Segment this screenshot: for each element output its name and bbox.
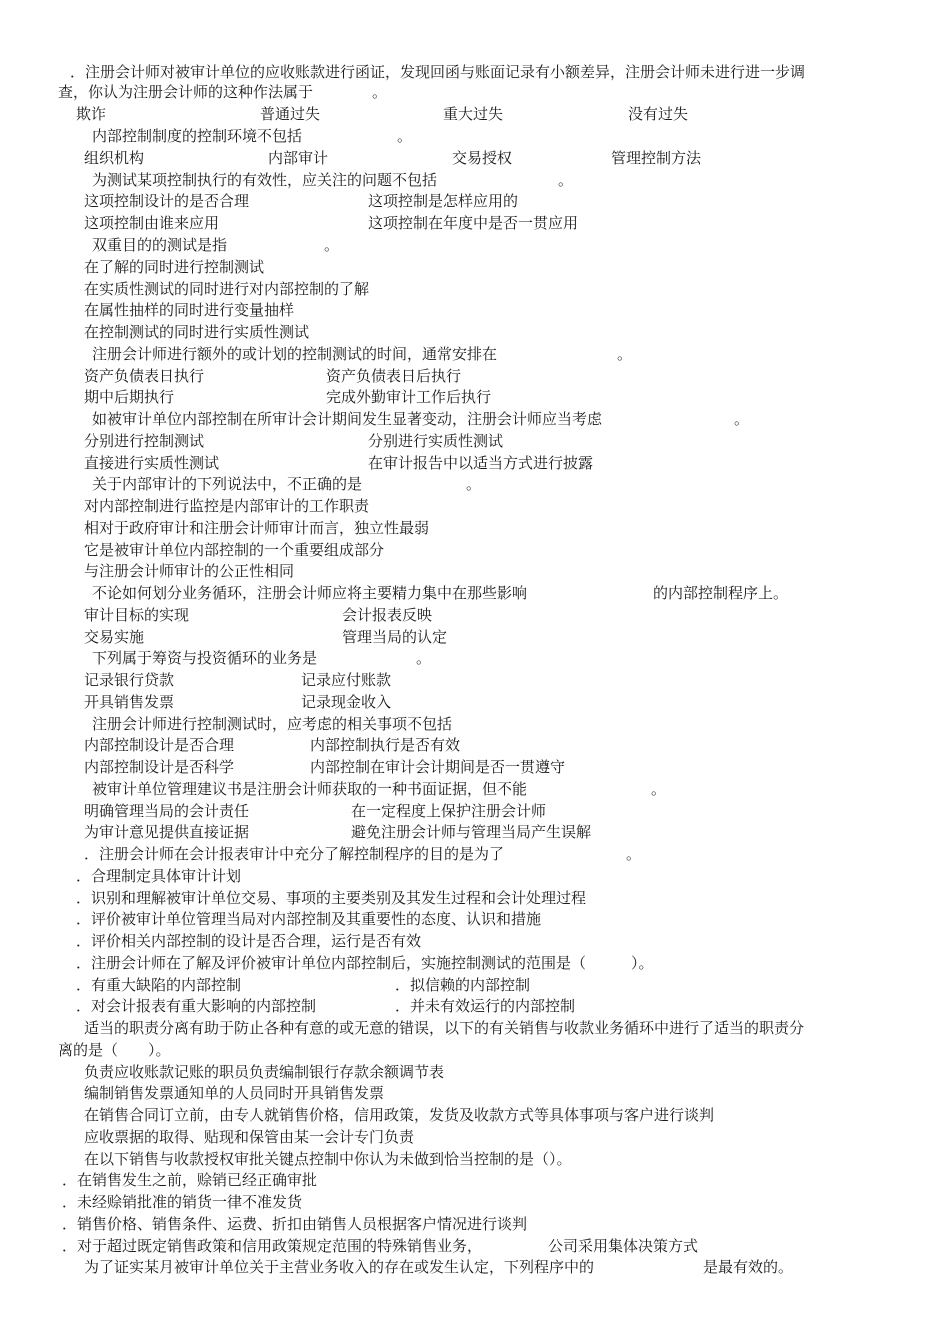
text-line: 应收票据的取得、贴现和保管由某一会计专门负责 — [84, 1128, 415, 1146]
text-line: 。 — [324, 236, 340, 254]
text-line: 这项控制由谁来应用 — [84, 214, 220, 232]
text-line: 不论如何划分业务循环，注册会计师应将主要精力集中在那些影响 — [92, 584, 528, 602]
text-line: 为测试某项控制执行的有效性，应关注的问题不包括 — [92, 171, 438, 189]
text-line: 管理当局的认定 — [342, 628, 448, 646]
text-line: 编制销售发票通知单的人员同时开具销售发票 — [84, 1084, 385, 1102]
text-line: 普通过失 — [260, 105, 321, 123]
text-line: 如被审计单位内部控制在所审计会计期间发生显著变动，注册会计师应当考虑 — [92, 410, 603, 428]
text-line: ．注册会计师在了解及评价被审计单位内部控制后，实施控制测试的范围是（ ）。 — [76, 954, 654, 972]
text-line: 欺诈 — [76, 105, 107, 123]
text-line: 。 — [416, 649, 432, 667]
text-line: 会计报表反映 — [342, 606, 433, 624]
text-line: 资产负债表日后执行 — [326, 367, 462, 385]
text-line: 下列属于筹资与投资循环的业务是 — [92, 649, 318, 667]
text-line: ．评价相关内部控制的设计是否合理，运行是否有效 — [76, 932, 422, 950]
text-line: 分别进行控制测试 — [84, 432, 205, 450]
text-line: 对内部控制进行监控是内部审计的工作职责 — [84, 497, 370, 515]
text-line: 在一定程度上保护注册会计师 — [351, 802, 547, 820]
text-line: 内部控制设计是否合理 — [84, 736, 235, 754]
text-line: 离的是（ ）。 — [58, 1041, 171, 1059]
text-line: 公司采用集体决策方式 — [548, 1237, 699, 1255]
text-line: 交易授权 — [452, 149, 513, 167]
text-line: 。 — [372, 83, 388, 101]
text-line: 内部控制设计是否科学 — [84, 758, 235, 776]
text-line: ．识别和理解被审计单位交易、事项的主要类别及其发生过程和会计处理过程 — [76, 889, 587, 907]
text-line: 查，你认为注册会计师的这种作法属于 — [58, 83, 314, 101]
text-line: 适当的职责分离有助于防止各种有意的或无意的错误，以下的有关销售与收款业务循环中进行了适当的职责分 — [84, 1019, 805, 1037]
text-line: 这项控制在年度中是否一贯应用 — [368, 214, 579, 232]
text-line: 。 — [734, 410, 750, 428]
text-line: ．合理制定具体审计计划 — [76, 867, 242, 885]
text-line: 相对于政府审计和注册会计师审计而言，独立性最弱 — [84, 519, 430, 537]
text-line: 期中后期执行 — [84, 388, 175, 406]
text-line: 记录应付账款 — [301, 671, 392, 689]
text-line: 这项控制设计的是否合理 — [84, 192, 250, 210]
text-line: 双重目的的测试是指 — [92, 236, 228, 254]
text-line: 内部审计 — [268, 149, 329, 167]
text-line: 在控制测试的同时进行实质性测试 — [84, 323, 310, 341]
text-line: 在实质性测试的同时进行对内部控制的了解 — [84, 280, 370, 298]
text-line: 。 — [626, 845, 642, 863]
text-line: 。 — [558, 171, 574, 189]
text-line: 审计目标的实现 — [84, 606, 190, 624]
text-line: 没有过失 — [628, 105, 689, 123]
text-line: 。 — [466, 475, 482, 493]
text-line: 记录银行贷款 — [84, 671, 175, 689]
text-line: 。 — [397, 127, 413, 145]
text-line: 避免注册会计师与管理当局产生误解 — [351, 823, 592, 841]
text-line: 与注册会计师审计的公正性相同 — [84, 562, 295, 580]
text-line: 这项控制是怎样应用的 — [368, 192, 519, 210]
text-line: 在审计报告中以适当方式进行披露 — [368, 454, 594, 472]
text-line: 注册会计师进行控制测试时，应考虑的相关事项不包括 — [92, 715, 453, 733]
text-line: 在销售合同订立前，由专人就销售价格，信用政策，发货及收款方式等具体事项与客户进行谈判 — [84, 1106, 715, 1124]
text-line: 资产负债表日执行 — [84, 367, 205, 385]
text-line: 内部控制在审计会计期间是否一贯遵守 — [310, 758, 566, 776]
text-line: 在属性抽样的同时进行变量抽样 — [84, 301, 295, 319]
text-line: ．拟信赖的内部控制 — [395, 976, 531, 994]
text-line: 直接进行实质性测试 — [84, 454, 220, 472]
text-line: ．有重大缺陷的内部控制 — [76, 976, 242, 994]
text-line: ．评价被审计单位管理当局对内部控制及其重要性的态度、认识和措施 — [76, 910, 542, 928]
text-line: 内部控制制度的控制环境不包括 — [92, 127, 303, 145]
text-line: 是最有效的。 — [703, 1258, 794, 1276]
text-line: 关于内部审计的下列说法中，不正确的是 — [92, 475, 363, 493]
text-line: ．并未有效运行的内部控制 — [395, 997, 576, 1015]
text-line: 明确管理当局的会计责任 — [84, 802, 250, 820]
text-line: ．注册会计师在会计报表审计中充分了解控制程序的目的是为了 — [84, 845, 505, 863]
text-line: 完成外勤审计工作后执行 — [326, 388, 492, 406]
text-line: 记录现金收入 — [301, 693, 392, 711]
text-line: ．销售价格、销售条件、运费、折扣由销售人员根据客户情况进行谈判 — [62, 1215, 528, 1233]
text-line: 被审计单位管理建议书是注册会计师获取的一种书面证据，但不能 — [92, 780, 528, 798]
text-line: 分别进行实质性测试 — [368, 432, 504, 450]
text-line: ．注册会计师对被审计单位的应收账款进行函证，发现回函与账面记录有小额差异，注册会计师未进行进一步调 — [70, 63, 806, 81]
text-line: ．对于超过既定销售政策和信用政策规定范围的特殊销售业务， — [62, 1237, 483, 1255]
text-line: 重大过失 — [443, 105, 504, 123]
text-line: 负责应收账款记账的职员负责编制银行存款余额调节表 — [84, 1063, 445, 1081]
text-line: 内部控制执行是否有效 — [310, 736, 461, 754]
text-line: 为了证实某月被审计单位关于主营业务收入的存在或发生认定，下列程序中的 — [84, 1258, 595, 1276]
text-line: 的内部控制程序上。 — [653, 584, 789, 602]
text-line: 。 — [617, 345, 633, 363]
text-line: 组织机构 — [84, 149, 145, 167]
text-line: 。 — [651, 780, 667, 798]
text-line: 它是被审计单位内部控制的一个重要组成部分 — [84, 541, 385, 559]
text-line: 在以下销售与收款授权审批关键点控制中你认为未做到恰当控制的是（）。 — [84, 1150, 572, 1168]
text-line: ．在销售发生之前，赊销已经正确审批 — [62, 1171, 318, 1189]
text-line: 开具销售发票 — [84, 693, 175, 711]
text-line: 交易实施 — [84, 628, 145, 646]
text-line: ．未经赊销批准的销货一律不准发货 — [62, 1193, 303, 1211]
text-line: 在了解的同时进行控制测试 — [84, 258, 265, 276]
text-line: 注册会计师进行额外的或计划的控制测试的时间，通常安排在 — [92, 345, 498, 363]
text-line: ．对会计报表有重大影响的内部控制 — [76, 997, 317, 1015]
text-line: 为审计意见提供直接证据 — [84, 823, 250, 841]
text-line: 管理控制方法 — [611, 149, 702, 167]
